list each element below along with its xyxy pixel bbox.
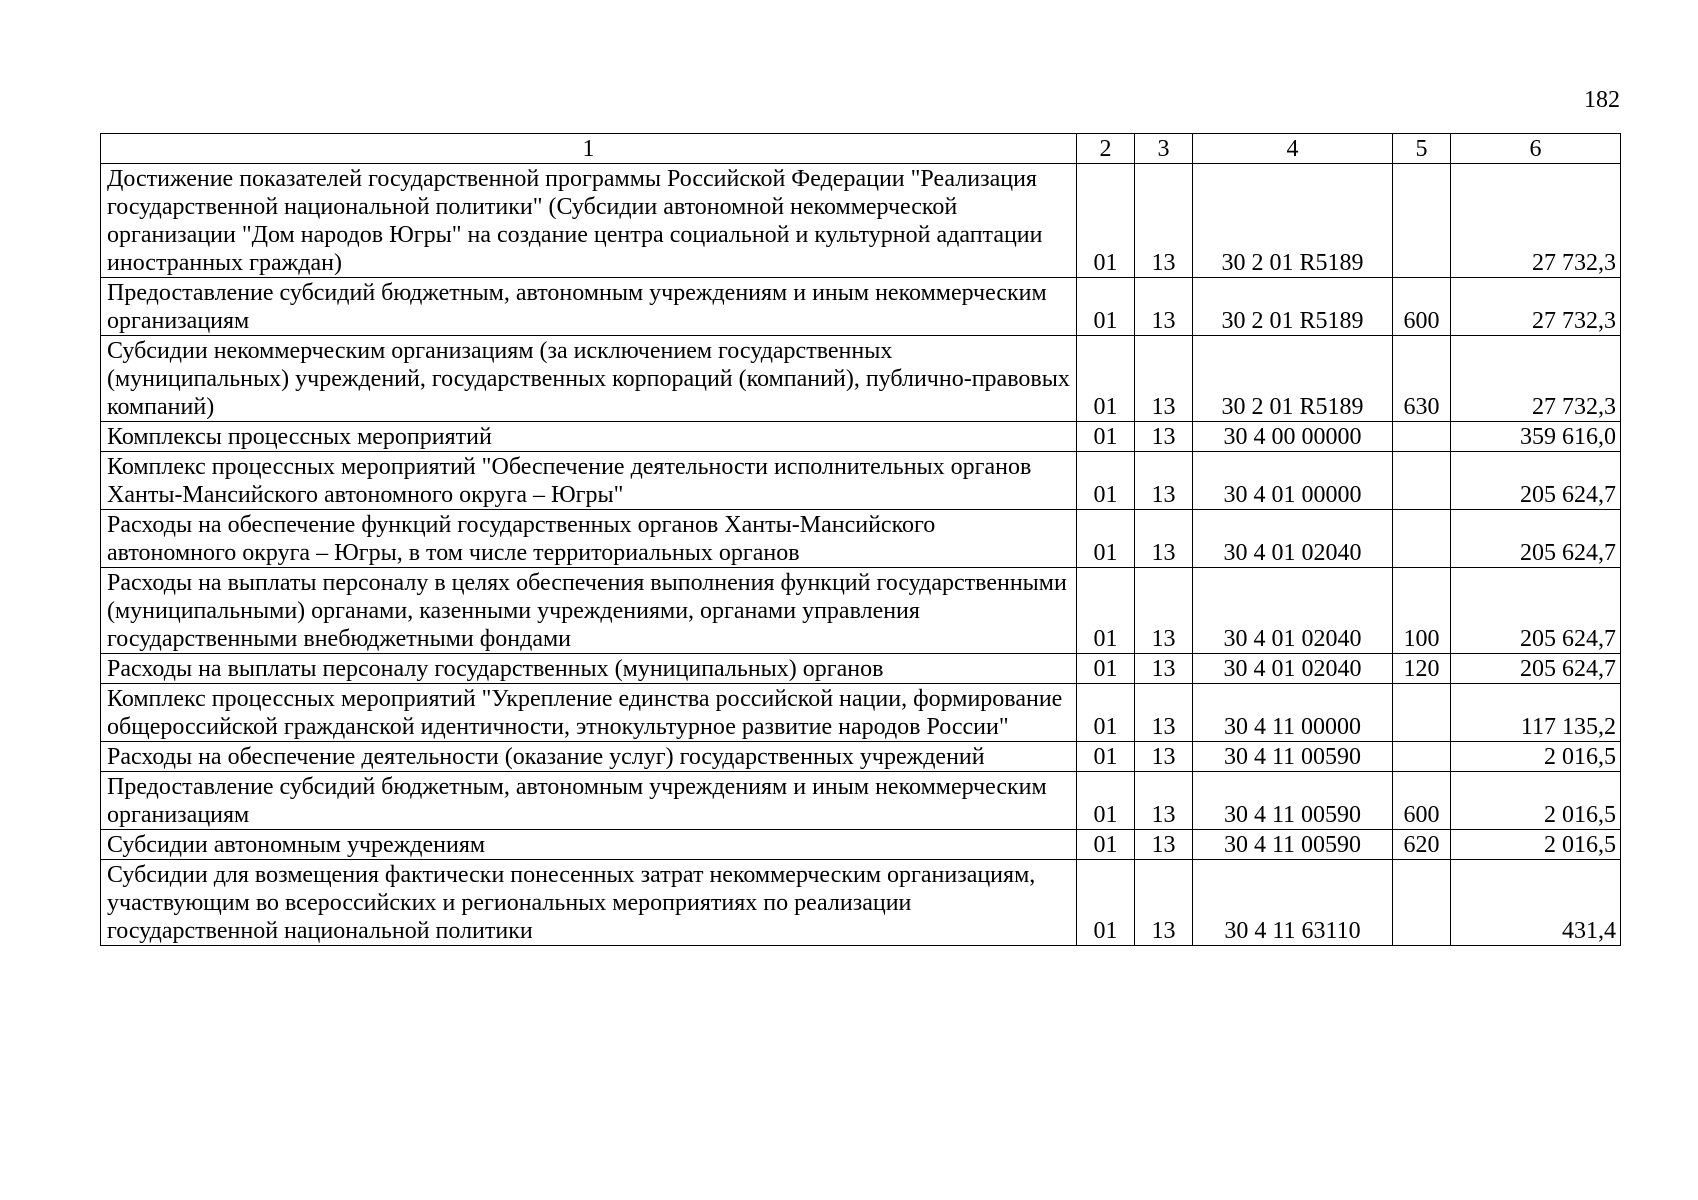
row-subsection: 13 xyxy=(1135,860,1193,946)
table-row xyxy=(101,742,1621,772)
row-name: Субсидии для возмещения фактически понесенных затрат некоммерческим организациям, участвующим во всероссийских и региональных мероприятиях по реализации государственной национальной политики xyxy=(101,860,1077,946)
table-row xyxy=(101,278,1621,336)
table-row xyxy=(101,772,1621,830)
row-expense-type: 600 xyxy=(1393,772,1451,830)
row-name: Расходы на выплаты персоналу государственных (муниципальных) органов xyxy=(101,654,1077,684)
row-name: Предоставление субсидий бюджетным, автономным учреждениям и иным некоммерческим организациям xyxy=(101,278,1077,336)
row-subsection: 13 xyxy=(1135,452,1193,510)
row-subsection: 13 xyxy=(1135,830,1193,860)
row-target-code: 30 4 11 63110 xyxy=(1193,860,1393,946)
row-expense-type xyxy=(1393,860,1451,946)
row-target-code: 30 4 01 02040 xyxy=(1193,654,1393,684)
table-row xyxy=(101,452,1621,510)
row-expense-type xyxy=(1393,452,1451,510)
row-target-code: 30 4 01 02040 xyxy=(1193,568,1393,654)
row-target-code: 30 4 11 00590 xyxy=(1193,742,1393,772)
header-col-5: 5 xyxy=(1393,134,1451,164)
row-name: Достижение показателей государственной программы Российской Федерации "Реализация государственной национальной политики" (Субсидии автономной некоммерческой организации "Дом народов Югры" на создание центра социальной и культурной адаптации иностранных граждан) xyxy=(101,164,1077,278)
row-target-code: 30 4 11 00590 xyxy=(1193,830,1393,860)
row-expense-type: 630 xyxy=(1393,336,1451,422)
row-name: Комплексы процессных мероприятий xyxy=(101,422,1077,452)
row-subsection: 13 xyxy=(1135,772,1193,830)
row-section: 01 xyxy=(1077,422,1135,452)
row-target-code: 30 4 00 00000 xyxy=(1193,422,1393,452)
row-subsection: 13 xyxy=(1135,336,1193,422)
header-col-1: 1 xyxy=(101,134,1077,164)
header-col-4: 4 xyxy=(1193,134,1393,164)
row-expense-type xyxy=(1393,164,1451,278)
row-section: 01 xyxy=(1077,278,1135,336)
row-target-code: 30 4 01 02040 xyxy=(1193,510,1393,568)
page-number: 182 xyxy=(1584,87,1620,113)
table-row xyxy=(101,568,1621,654)
row-amount: 205 624,7 xyxy=(1451,452,1621,510)
row-expense-type: 620 xyxy=(1393,830,1451,860)
table-row xyxy=(101,164,1621,278)
row-name: Субсидии некоммерческим организациям (за исключением государственных (муниципальных) учреждений, государственных корпораций (компаний), публично-правовых компаний) xyxy=(101,336,1077,422)
row-section: 01 xyxy=(1077,164,1135,278)
row-section: 01 xyxy=(1077,742,1135,772)
row-target-code: 30 4 11 00000 xyxy=(1193,684,1393,742)
row-amount: 27 732,3 xyxy=(1451,278,1621,336)
row-target-code: 30 2 01 R5189 xyxy=(1193,278,1393,336)
row-expense-type xyxy=(1393,742,1451,772)
row-target-code: 30 4 11 00590 xyxy=(1193,772,1393,830)
table-row xyxy=(101,510,1621,568)
row-amount: 2 016,5 xyxy=(1451,772,1621,830)
row-section: 01 xyxy=(1077,772,1135,830)
row-expense-type: 120 xyxy=(1393,654,1451,684)
table-row xyxy=(101,830,1621,860)
row-name: Субсидии автономным учреждениям xyxy=(101,830,1077,860)
row-expense-type: 600 xyxy=(1393,278,1451,336)
row-name: Предоставление субсидий бюджетным, автономным учреждениям и иным некоммерческим организациям xyxy=(101,772,1077,830)
row-name: Расходы на обеспечение функций государственных органов Ханты-Мансийского автономного округа – Югры, в том числе территориальных органов xyxy=(101,510,1077,568)
row-section: 01 xyxy=(1077,568,1135,654)
row-section: 01 xyxy=(1077,452,1135,510)
row-name: Расходы на выплаты персоналу в целях обеспечения выполнения функций государственными (муниципальными) органами, казенными учреждениями, органами управления государственными внебюджетными фондами xyxy=(101,568,1077,654)
header-col-2: 2 xyxy=(1077,134,1135,164)
table-row xyxy=(101,336,1621,422)
row-subsection: 13 xyxy=(1135,164,1193,278)
table-row xyxy=(101,422,1621,452)
row-target-code: 30 4 01 00000 xyxy=(1193,452,1393,510)
row-expense-type xyxy=(1393,684,1451,742)
row-amount: 431,4 xyxy=(1451,860,1621,946)
row-expense-type xyxy=(1393,422,1451,452)
row-target-code: 30 2 01 R5189 xyxy=(1193,164,1393,278)
budget-table xyxy=(100,133,1621,946)
row-amount: 2 016,5 xyxy=(1451,830,1621,860)
row-amount: 359 616,0 xyxy=(1451,422,1621,452)
row-amount: 205 624,7 xyxy=(1451,654,1621,684)
table-header-row xyxy=(101,134,1621,164)
row-subsection: 13 xyxy=(1135,742,1193,772)
row-section: 01 xyxy=(1077,860,1135,946)
row-section: 01 xyxy=(1077,654,1135,684)
row-amount: 2 016,5 xyxy=(1451,742,1621,772)
row-name: Расходы на обеспечение деятельности (оказание услуг) государственных учреждений xyxy=(101,742,1077,772)
row-subsection: 13 xyxy=(1135,654,1193,684)
row-amount: 205 624,7 xyxy=(1451,568,1621,654)
row-subsection: 13 xyxy=(1135,510,1193,568)
row-subsection: 13 xyxy=(1135,278,1193,336)
row-expense-type xyxy=(1393,510,1451,568)
table-row xyxy=(101,860,1621,946)
row-section: 01 xyxy=(1077,830,1135,860)
row-amount: 205 624,7 xyxy=(1451,510,1621,568)
row-name: Комплекс процессных мероприятий "Укрепление единства российской нации, формирование общероссийской гражданской идентичности, этнокультурное развитие народов России" xyxy=(101,684,1077,742)
row-subsection: 13 xyxy=(1135,684,1193,742)
row-subsection: 13 xyxy=(1135,422,1193,452)
row-name: Комплекс процессных мероприятий "Обеспечение деятельности исполнительных органов Ханты-Мансийского автономного округа – Югры" xyxy=(101,452,1077,510)
row-amount: 27 732,3 xyxy=(1451,164,1621,278)
row-section: 01 xyxy=(1077,510,1135,568)
row-section: 01 xyxy=(1077,336,1135,422)
row-subsection: 13 xyxy=(1135,568,1193,654)
row-section: 01 xyxy=(1077,684,1135,742)
header-col-6: 6 xyxy=(1451,134,1621,164)
table-row xyxy=(101,684,1621,742)
row-amount: 117 135,2 xyxy=(1451,684,1621,742)
table-row xyxy=(101,654,1621,684)
row-amount: 27 732,3 xyxy=(1451,336,1621,422)
row-target-code: 30 2 01 R5189 xyxy=(1193,336,1393,422)
header-col-3: 3 xyxy=(1135,134,1193,164)
row-expense-type: 100 xyxy=(1393,568,1451,654)
